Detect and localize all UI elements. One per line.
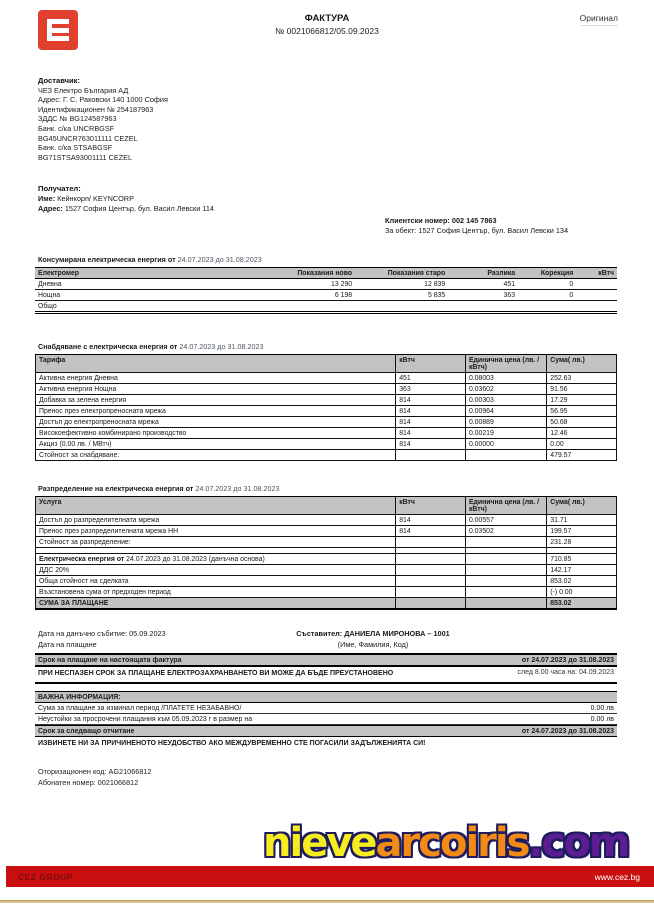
table-row <box>36 537 617 548</box>
table-cell: 0.00557 <box>465 515 546 526</box>
important-info-rows <box>35 703 617 748</box>
table-cell: 363 <box>396 384 466 395</box>
table-cell: 710.85 <box>547 554 617 565</box>
table-row <box>35 279 617 290</box>
text-line: BG45UNCR763011111 CEZEL <box>38 133 138 143</box>
text-line: Банк. с/ка STSABGSF <box>38 143 113 153</box>
table-header-cell: кВтч <box>576 268 617 279</box>
table-header-cell: Електромер <box>35 268 268 279</box>
table-row <box>36 395 617 406</box>
table-cell: Акциз (0.00 лв. / МВтч) <box>36 439 396 450</box>
table-cell <box>396 598 466 610</box>
table-cell: 814 <box>396 406 466 417</box>
distribution-section <box>35 484 617 610</box>
table-cell: 12.46 <box>547 428 617 439</box>
table-cell: 853.02 <box>547 598 617 610</box>
table-cell: 0.00964 <box>465 406 546 417</box>
authorization-code: Оторизационен код: AG21066812 <box>38 767 152 776</box>
table-cell <box>355 301 448 313</box>
table-cell <box>268 301 355 313</box>
recipient-address: Адрес: 1527 София Център, бул. Васил Левски 114 <box>38 203 214 213</box>
table-cell: 91.56 <box>547 384 617 395</box>
important-info-heading: ВАЖНА ИНФОРМАЦИЯ: <box>35 691 617 703</box>
disconnect-warning-value: след 8.00 часа на: 04.09.2023 <box>517 669 614 676</box>
info-row-label: Неустойки за просрочени плащания към 05.09.2023 г в размер на <box>38 715 253 723</box>
disconnect-warning-text: ПРИ НЕСПАЗЕН СРОК ЗА ПЛАЩАНЕ ЕЛЕКТРОЗАХРАНВАНЕТО ВИ МОЖЕ ДА БЪДЕ ПРЕУСТАНОВЕНО <box>38 670 394 677</box>
consumption-section <box>35 255 617 314</box>
client-site: За обект: 1527 София Център, бул. Васил Левски 134 <box>385 226 569 235</box>
table-cell <box>576 290 617 301</box>
table-cell: 814 <box>396 439 466 450</box>
table-header-row <box>36 355 617 373</box>
table-cell: 0.03502 <box>465 526 546 537</box>
table-cell: Активна енергия Нощна <box>36 384 396 395</box>
table-cell <box>396 576 466 587</box>
table-row <box>36 428 617 439</box>
payment-date: Дата на плащане <box>38 639 97 649</box>
info-row <box>35 737 617 748</box>
composer-name: Съставител: ДАНИЕЛА МИРОНОВА – 1001 <box>296 629 450 638</box>
supply-title: Снабдяване с електрическа енергия от 24.07.2023 до 31.08.2023 <box>38 342 264 351</box>
table-cell: 0 <box>518 279 576 290</box>
table-row <box>36 384 617 395</box>
text-line: ЧЕЗ Електро България АД <box>38 85 129 95</box>
table-cell: 0.08003 <box>465 373 546 384</box>
footer-bar <box>6 866 654 887</box>
table-cell: Общо <box>35 301 268 313</box>
info-row-label: ИЗВИНЕТЕ НИ ЗА ПРИЧИНЕНОТО НЕУДОБСТВО АКО МЕЖДУВРЕМЕННО СТЕ ПОГАСИЛИ ЗАДЪЛЖЕНИЯТА СИ! <box>38 739 426 747</box>
table-cell: Възстановена сума от предходен период <box>36 587 396 598</box>
text-line: ЗДДС № BG124587963 <box>38 114 117 124</box>
table-cell: 0.00303 <box>465 395 546 406</box>
table-cell: 56.95 <box>547 406 617 417</box>
supplier-lines <box>38 86 168 163</box>
info-row-label: Сума за плащане за изминал период /ПЛАТЕТЕ НЕЗАБАВНО/ <box>38 704 242 712</box>
info-row <box>35 725 617 737</box>
table-cell: 199.57 <box>547 526 617 537</box>
table-cell: Обща стойност на сделката <box>36 576 396 587</box>
table-cell: 50.68 <box>547 417 617 428</box>
table-row <box>36 406 617 417</box>
table-header-cell: Единична цена (лв. / кВтч) <box>465 355 546 373</box>
table-cell: 252.63 <box>547 373 617 384</box>
table-cell: Пренос през разпределителната мрежа НН <box>36 526 396 537</box>
consumption-table <box>35 267 617 314</box>
table-cell: 6 198 <box>268 290 355 301</box>
table-row <box>36 526 617 537</box>
table-cell: 0.00 <box>547 439 617 450</box>
original-label: Оригинал <box>580 13 618 26</box>
bottom-divider <box>0 900 654 903</box>
table-cell: 814 <box>396 515 466 526</box>
table-cell: 853.02 <box>547 576 617 587</box>
info-row <box>35 703 617 714</box>
footer-cez-group: CEZ GROUP <box>18 871 74 882</box>
table-row <box>36 417 617 428</box>
table-row <box>36 598 617 610</box>
table-cell: Високоефективно комбинирано производство <box>36 428 396 439</box>
payment-term-value: от 24.07.2023 до 31.08.2023 <box>521 656 614 664</box>
supply-section <box>35 342 617 461</box>
table-cell <box>465 565 546 576</box>
important-info-block <box>35 691 617 748</box>
table-cell: 0.00219 <box>465 428 546 439</box>
table-cell <box>465 554 546 565</box>
table-cell <box>396 450 466 461</box>
supply-table <box>35 354 617 461</box>
table-cell <box>576 301 617 313</box>
table-row <box>36 565 617 576</box>
codes-block <box>38 766 152 788</box>
table-cell: (-) 0.00 <box>547 587 617 598</box>
table-row <box>36 373 617 384</box>
table-header-cell: кВтч <box>396 497 466 515</box>
table-header-cell: Услуга <box>36 497 396 515</box>
table-header-cell: Тарифа <box>36 355 396 373</box>
text-line: Идентификационен № 254187963 <box>38 104 154 114</box>
table-cell: 363 <box>448 290 518 301</box>
footer-website: www.cez.bg <box>594 871 640 882</box>
consumption-title: Консумирана електрическа енергия от 24.07.2023 до 31.08.2023 <box>38 255 262 264</box>
table-row <box>36 587 617 598</box>
table-cell: 814 <box>396 428 466 439</box>
table-cell <box>465 587 546 598</box>
table-cell <box>576 279 617 290</box>
table-cell: ДДС 20% <box>36 565 396 576</box>
table-cell: 0.00889 <box>465 417 546 428</box>
client-number: Клиентски номер: 002 145 7863 <box>385 216 497 225</box>
text-line: Адрес: Г. С. Раковски 140 1000 София <box>38 95 168 105</box>
table-row <box>36 515 617 526</box>
table-cell: 142.17 <box>547 565 617 576</box>
table-cell <box>465 537 546 548</box>
supplier-block <box>38 76 168 162</box>
table-header-cell: Показания старо <box>355 268 448 279</box>
table-cell: СУМА ЗА ПЛАЩАНЕ <box>36 598 396 610</box>
table-cell: 814 <box>396 417 466 428</box>
table-cell <box>465 450 546 461</box>
table-cell: 451 <box>448 279 518 290</box>
table-cell: Стойност за снабдяване: <box>36 450 396 461</box>
composer-note: (Име, Фамилия, Код) <box>337 639 409 649</box>
table-cell: 814 <box>396 526 466 537</box>
info-row <box>35 714 617 725</box>
table-row <box>36 450 617 461</box>
info-row-label: Срок за следващо отчитане <box>38 727 135 735</box>
table-cell: 12 839 <box>355 279 448 290</box>
table-cell: Добавка за зелена енергия <box>36 395 396 406</box>
supplier-heading: Доставчик: <box>38 76 80 85</box>
table-cell <box>448 301 518 313</box>
invoice-number: № 0021066812/05.09.2023 <box>275 26 379 36</box>
payment-term-row <box>35 653 617 667</box>
table-row <box>36 439 617 450</box>
table-cell: Нощна <box>35 290 268 301</box>
abonent-number: Абонатен номер: 0021066812 <box>38 778 139 787</box>
text-line: Банк. с/ка UNCRBGSF <box>38 123 115 133</box>
table-cell <box>396 565 466 576</box>
watermark: nievearcoiris.com <box>263 820 629 866</box>
table-row <box>36 554 617 565</box>
table-cell: 479.57 <box>547 450 617 461</box>
table-cell: 0 <box>518 290 576 301</box>
distribution-title: Разпределение на електрическа енергия от 24.07.2023 до 31.08.2023 <box>38 484 280 493</box>
table-row <box>35 301 617 313</box>
recipient-name: Име: Кейнкорп/ KEYNCORP <box>38 193 134 203</box>
table-header-cell: Сума( лв.) <box>547 497 617 515</box>
table-cell: 0.00000 <box>465 439 546 450</box>
disconnect-warning-row <box>35 668 617 684</box>
table-header-cell: Показания ново <box>268 268 355 279</box>
table-cell: 31.71 <box>547 515 617 526</box>
table-header-row <box>36 497 617 515</box>
table-cell: 0.03602 <box>465 384 546 395</box>
table-cell: 451 <box>396 373 466 384</box>
recipient-block <box>38 184 214 213</box>
table-cell: 5 835 <box>355 290 448 301</box>
table-cell: Пренос през електропреносната мрежа <box>36 406 396 417</box>
table-cell: 17.29 <box>547 395 617 406</box>
distribution-table <box>35 496 617 610</box>
table-cell: 231.28 <box>547 537 617 548</box>
info-row-value: 0.00 лв <box>590 715 614 723</box>
table-header-row <box>35 268 617 279</box>
table-cell <box>396 587 466 598</box>
table-cell <box>465 576 546 587</box>
table-cell <box>465 598 546 610</box>
table-header-cell: Единична цена (лв. / кВтч) <box>465 497 546 515</box>
table-cell: Достъп до електропреносната мрежа <box>36 417 396 428</box>
table-header-cell: Сума( лв.) <box>547 355 617 373</box>
tax-event-date: Дата на данъчно събитие: 05.09.2023 <box>38 629 166 638</box>
composer-block <box>258 629 488 650</box>
table-cell: Стойност за разпределение: <box>36 537 396 548</box>
table-header-cell: Разлика <box>448 268 518 279</box>
table-header-cell: Корекция <box>518 268 576 279</box>
table-cell: Електрическа енергия от 24.07.2023 до 31.08.2023 (данъчна основа) <box>36 554 396 565</box>
table-cell: Достъп до разпределителната мрежа <box>36 515 396 526</box>
table-cell: Активна енергия Дневна <box>36 373 396 384</box>
text-line: BG71STSA93001111 CEZEL <box>38 152 133 162</box>
table-cell <box>396 537 466 548</box>
payment-term-label: Срок на плащане на настоящата фактура <box>38 656 182 664</box>
dates-block <box>38 629 166 650</box>
table-cell: 13 290 <box>268 279 355 290</box>
table-row <box>35 290 617 301</box>
recipient-heading: Получател: <box>38 184 81 193</box>
info-row-value: 0.00 лв <box>590 704 614 712</box>
table-header-cell: кВтч <box>396 355 466 373</box>
invoice-title: ФАКТУРА <box>304 13 350 24</box>
info-row-value: от 24.07.2023 до 31.08.2023 <box>521 727 614 735</box>
table-cell <box>518 301 576 313</box>
client-block <box>385 216 568 236</box>
table-cell <box>396 554 466 565</box>
table-row <box>36 576 617 587</box>
table-cell: Дневна <box>35 279 268 290</box>
table-cell: 814 <box>396 395 466 406</box>
